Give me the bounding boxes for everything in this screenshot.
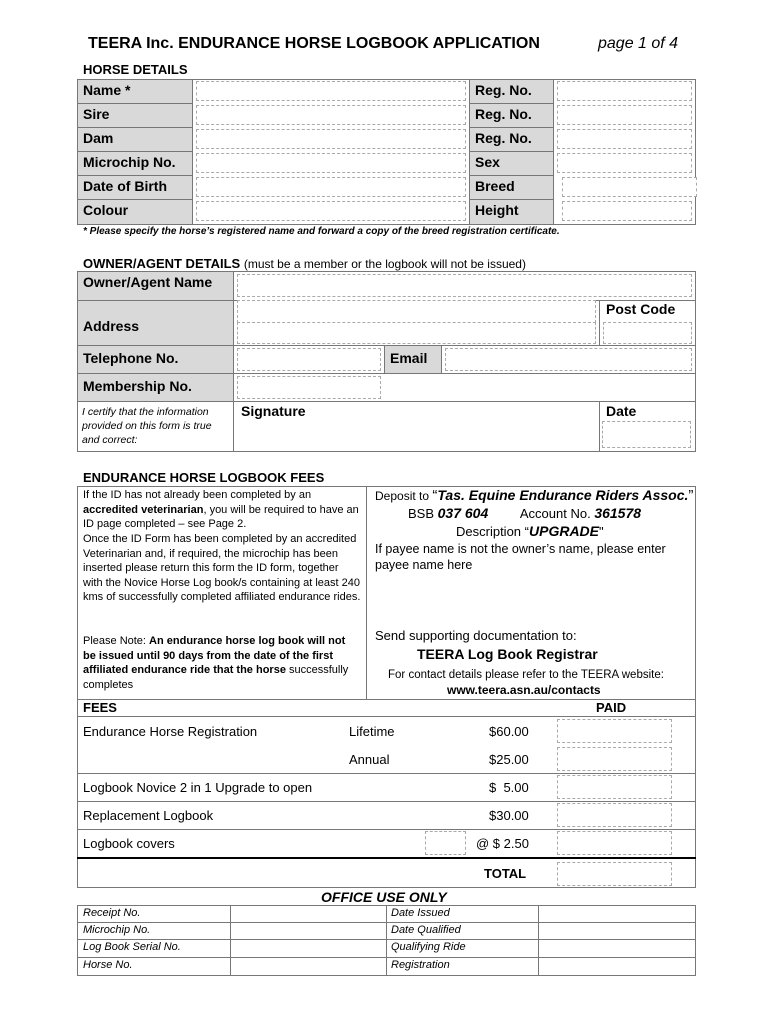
owner-heading-note: (must be a member or the logbook will not be issued) — [243, 257, 526, 271]
fees-p1-start: If the ID has not already been completed by an — [83, 489, 312, 501]
label-telephone: Telephone No. — [77, 345, 234, 374]
bsb-line — [408, 505, 641, 521]
fees-info-note — [83, 634, 358, 692]
note-end: successfully completes — [83, 664, 349, 691]
email-input[interactable] — [445, 348, 692, 371]
office-receipt-label: Receipt No. — [83, 907, 141, 919]
label-name: Name * — [77, 79, 193, 104]
paid-input-replacement[interactable] — [557, 803, 672, 827]
owner-name-input[interactable] — [237, 274, 692, 297]
label-height: Height — [469, 199, 554, 225]
fee-item-registration: Endurance Horse Registration — [83, 724, 258, 739]
covers-quantity-input[interactable] — [425, 831, 466, 855]
fee-sub-lifetime: Lifetime — [349, 724, 395, 739]
deposit-line: Deposit to “Tas. Equine Endurance Riders Assoc.” — [375, 487, 694, 504]
office-date-issued-label: Date Issued — [391, 907, 450, 919]
date-input[interactable] — [602, 421, 691, 448]
telephone-input[interactable] — [237, 348, 381, 371]
label-reg-no-1: Reg. No. — [469, 79, 554, 104]
address-input-2[interactable] — [237, 322, 596, 344]
fees-row-line-3 — [77, 829, 695, 830]
fee-item-upgrade: Logbook Novice 2 in 1 Upgrade to open — [83, 780, 313, 795]
label-date: Date — [606, 403, 637, 419]
office-title: OFFICE USE ONLY — [321, 889, 447, 905]
office-serial-label: Log Book Serial No. — [83, 941, 181, 953]
office-microchip-label: Microchip No. — [83, 924, 151, 936]
dam-input[interactable] — [196, 129, 466, 149]
bsb-label: BSB — [408, 506, 435, 521]
label-colour: Colour — [77, 199, 193, 225]
note-prefix: Please Note: — [83, 635, 146, 647]
office-qualifying-ride-label: Qualifying Ride — [391, 941, 466, 953]
fee-item-covers: Logbook covers — [83, 836, 175, 851]
label-owner-name: Owner/Agent Name — [77, 271, 234, 301]
fees-info-left-p2: Once the ID Form has been completed by an accredited Veterinarian and, if required, the microchip has been inserted please return this form the ID form, together with the Novice Horse Log book/s containing at least 240 kms of successfully completed affiliated endurance rides. — [83, 533, 361, 603]
description-value: UPGRADE — [529, 523, 600, 539]
office-horse-no-label: Horse No. — [83, 959, 133, 971]
description-line: Description “UPGRADE" — [456, 523, 604, 539]
page-number: page 1 of 4 — [598, 35, 679, 52]
fees-p1-bold: accredited veterinarian — [83, 503, 204, 516]
horse-name-input[interactable] — [196, 81, 466, 101]
payee-text: If payee name is not the owner’s name, please enter payee name here — [375, 542, 666, 572]
label-reg-no-3: Reg. No. — [469, 127, 554, 152]
office-registration-label: Registration — [391, 959, 450, 971]
office-date-qualified-label: Date Qualified — [391, 924, 461, 936]
label-address: Address — [77, 300, 234, 346]
label-sex: Sex — [469, 151, 554, 176]
office-vline-1 — [230, 905, 231, 976]
owner-heading — [83, 256, 526, 271]
contact-text: For contact details please refer to the TEERA website: — [388, 669, 664, 681]
fee-sub-annual: Annual — [349, 752, 390, 767]
dob-input[interactable] — [196, 177, 466, 197]
deposit-prefix: Deposit to — [375, 489, 430, 503]
paid-input-annual[interactable] — [557, 747, 672, 771]
label-dam: Dam — [77, 127, 193, 152]
fee-amount-lifetime: $60.00 — [489, 724, 529, 739]
bsb-value: 037 604 — [437, 505, 489, 521]
horse-details-heading: HORSE DETAILS — [83, 62, 188, 77]
fee-amount-covers: @ $ 2.50 — [476, 836, 529, 851]
reg-no-input-2[interactable] — [557, 105, 692, 125]
paid-label: PAID — [596, 700, 627, 715]
paid-input-lifetime[interactable] — [557, 719, 672, 743]
fees-info-divider — [366, 486, 367, 699]
note-bold: An endurance horse log book will not be issued until 90 days from the date of the first affiliated endurance ride that the horse — [83, 635, 346, 676]
height-input[interactable] — [562, 201, 692, 221]
microchip-input[interactable] — [196, 153, 466, 173]
label-membership: Membership No. — [77, 373, 234, 402]
fee-amount-upgrade: $ 5.00 — [489, 780, 529, 795]
owner-heading-title: OWNER/AGENT DETAILS — [83, 256, 241, 271]
account-value: 361578 — [594, 505, 642, 521]
label-postcode: Post Code — [606, 301, 676, 317]
fees-row-line-2 — [77, 801, 695, 802]
postcode-input[interactable] — [603, 322, 692, 344]
total-input[interactable] — [557, 862, 672, 886]
address-input-1[interactable] — [237, 300, 596, 323]
contact-url[interactable]: www.teera.asn.au/contacts — [447, 683, 601, 697]
paid-input-upgrade[interactable] — [557, 775, 672, 799]
office-vline-3 — [538, 905, 539, 976]
sire-input[interactable] — [196, 105, 466, 125]
label-reg-no-2: Reg. No. — [469, 103, 554, 128]
fee-amount-annual: $25.00 — [489, 752, 529, 767]
fees-heading: ENDURANCE HORSE LOGBOOK FEES — [83, 470, 325, 485]
account-label: Account No. — [519, 506, 591, 521]
certify-text: I certify that the information provided on this form is true and correct: — [82, 406, 212, 446]
label-microchip: Microchip No. — [77, 151, 193, 176]
fee-item-replacement: Replacement Logbook — [83, 808, 214, 823]
total-label: TOTAL — [484, 866, 527, 881]
sex-input[interactable] — [557, 153, 692, 173]
total-line — [77, 857, 696, 859]
label-signature: Signature — [241, 403, 306, 419]
reg-no-input-1[interactable] — [557, 81, 692, 101]
label-dob: Date of Birth — [77, 175, 193, 200]
paid-input-covers[interactable] — [557, 831, 672, 855]
office-vline-2 — [386, 905, 387, 976]
fees-label: FEES — [83, 700, 117, 715]
membership-input[interactable] — [237, 376, 381, 399]
fee-amount-replacement: $30.00 — [489, 808, 529, 823]
label-sire: Sire — [77, 103, 193, 128]
fees-row-line-1 — [77, 773, 695, 774]
registrar-name: TEERA Log Book Registrar — [417, 646, 598, 662]
send-text: Send supporting documentation to: — [375, 628, 577, 643]
fees-header-line — [77, 716, 695, 717]
deposit-name: Tas. Equine Endurance Riders Assoc. — [437, 487, 689, 503]
horse-footnote: * Please specify the horse’s registered name and forward a copy of the breed registration certificate. — [83, 226, 560, 237]
form-title: TEERA Inc. ENDURANCE HORSE LOGBOOK APPLICATION — [88, 35, 540, 52]
fees-info-left-p1 — [83, 488, 361, 532]
colour-input[interactable] — [196, 201, 466, 221]
label-breed: Breed — [469, 175, 554, 200]
breed-input[interactable] — [562, 177, 697, 197]
fees-p1-end: , you will be required to have an ID page completed – see Page 2. — [83, 503, 359, 530]
description-label: Description — [456, 524, 522, 539]
label-email: Email — [384, 345, 442, 374]
reg-no-input-3[interactable] — [557, 129, 692, 149]
